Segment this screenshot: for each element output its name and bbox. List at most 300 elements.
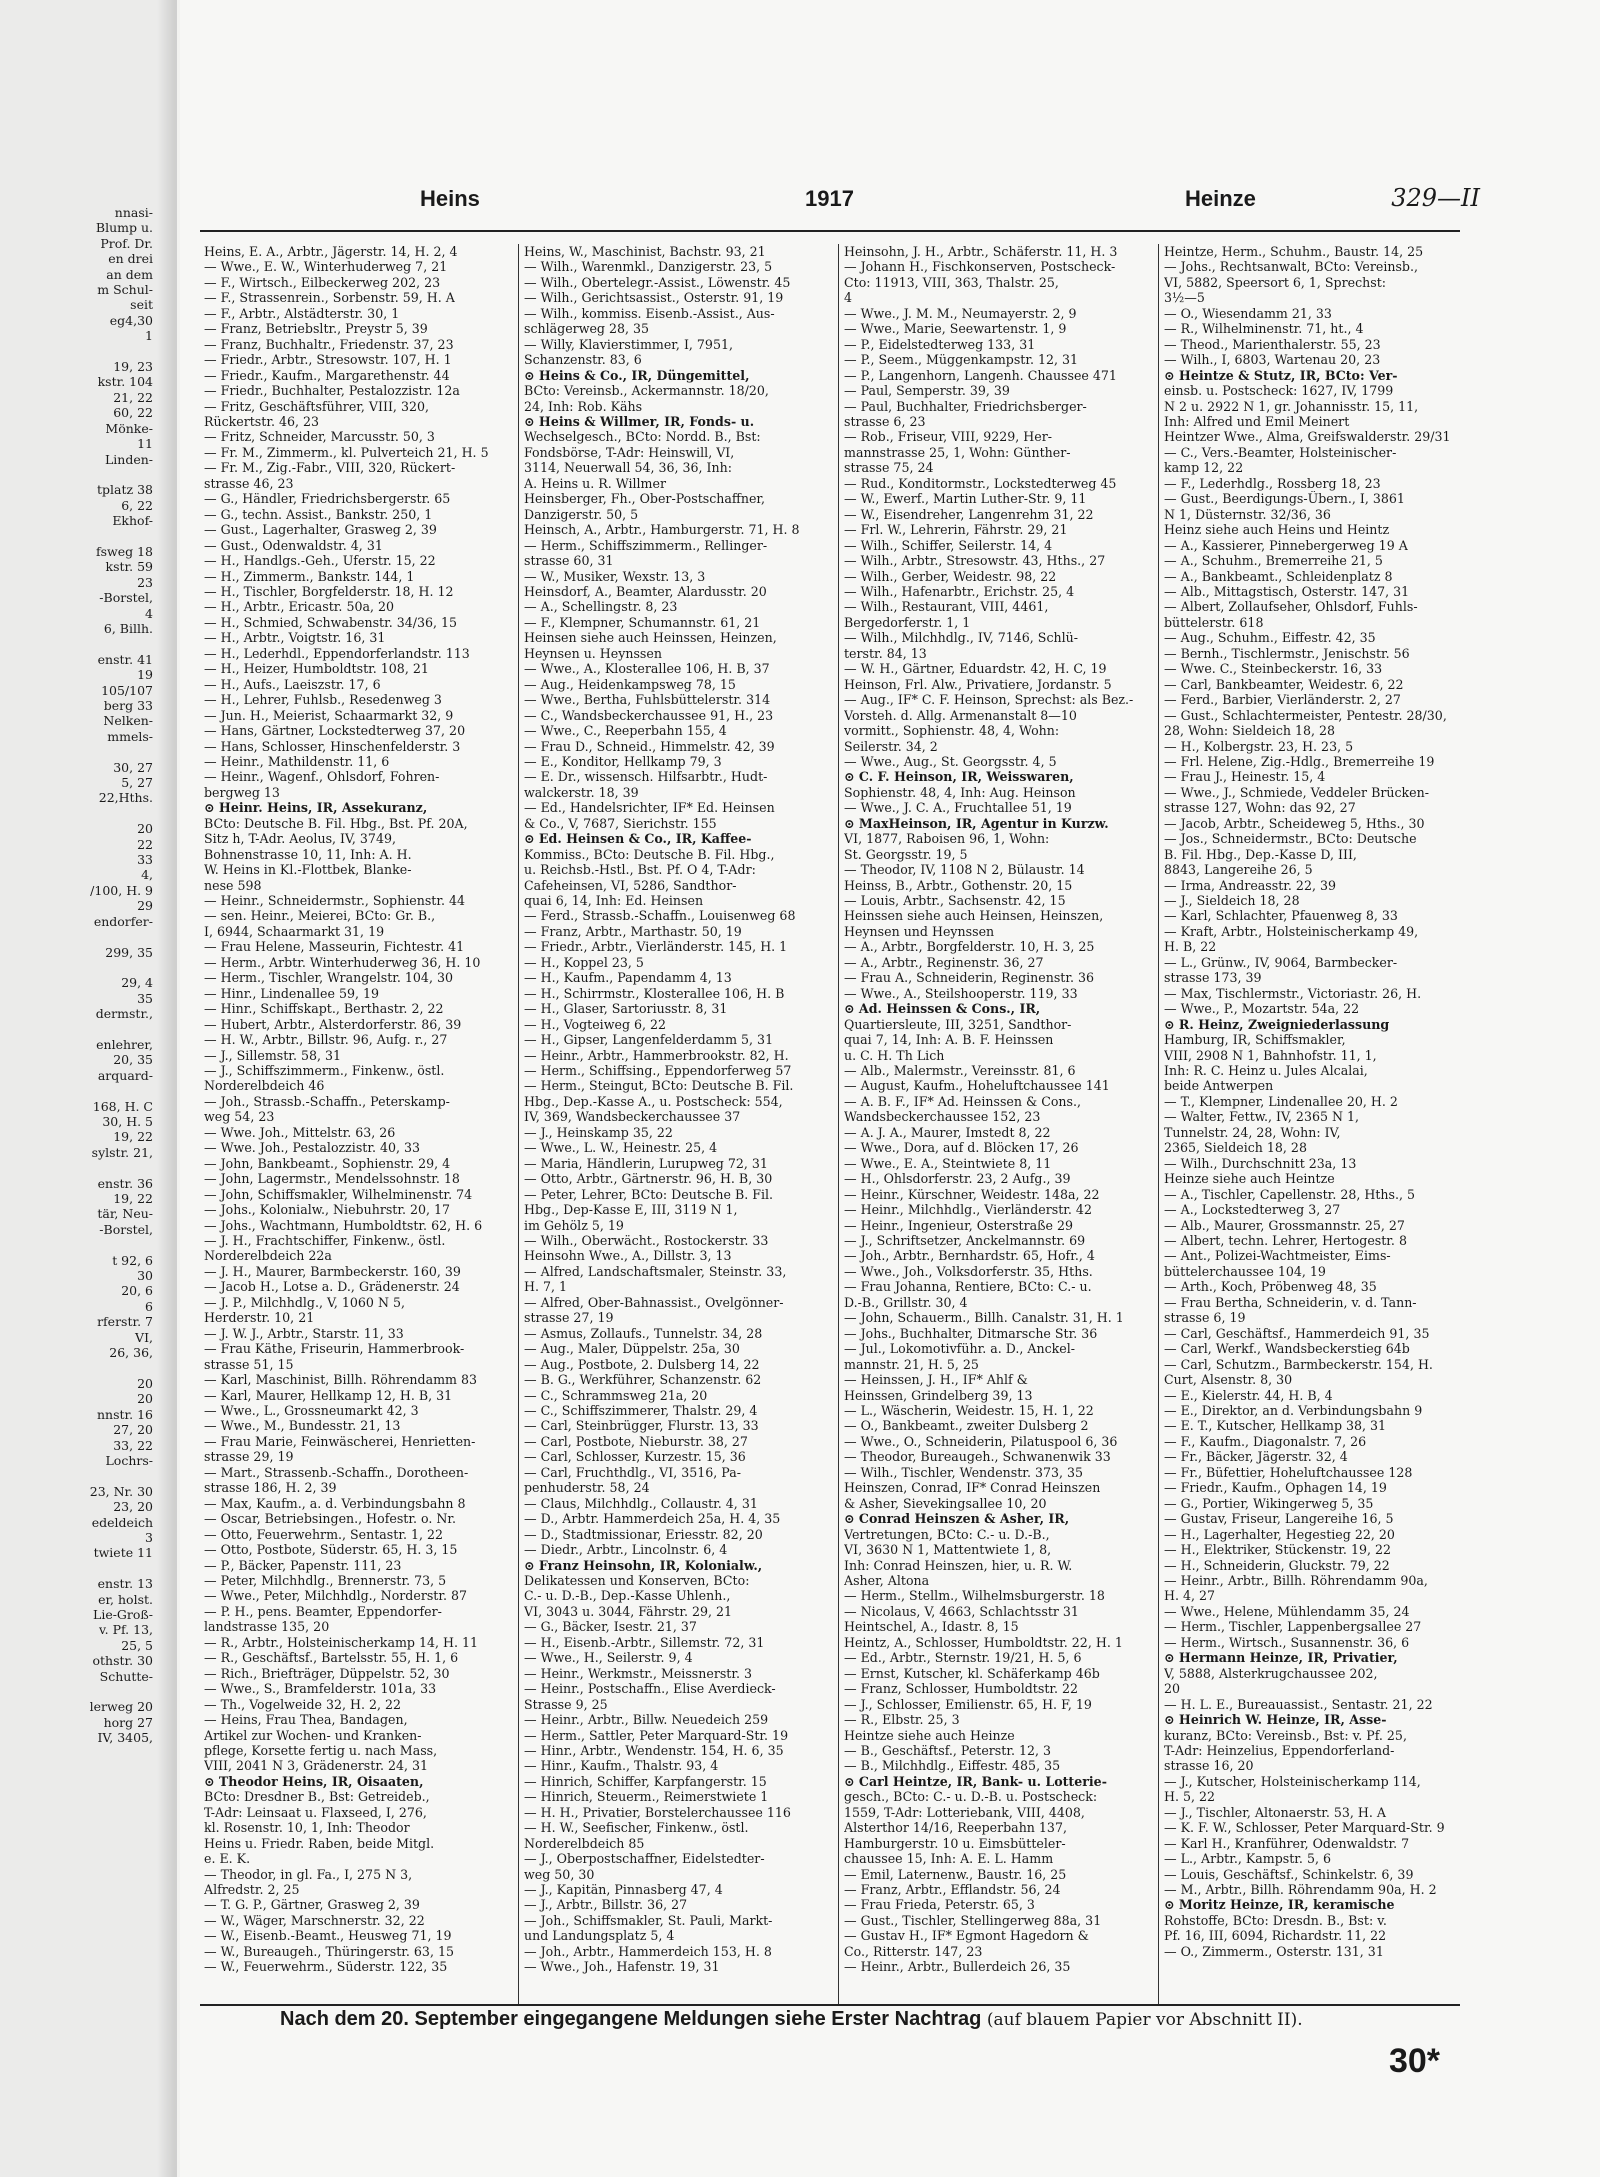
directory-entry: Heintze, Herm., Schuhm., Baustr. 14, 25 — [1164, 244, 1424, 259]
directory-entry: — G., Händler, Friedrichsbergerstr. 65 — [204, 491, 451, 507]
margin-fragment: 30, 27 — [113, 759, 153, 775]
directory-entry: — Frau D., Schneid., Himmelstr. 42, 39 — [524, 738, 775, 754]
margin-fragment: 5, 27 — [121, 775, 153, 791]
directory-entry: pflege, Korsette fertig u. nach Mass, — [204, 1742, 438, 1758]
directory-entry: Rückertstr. 46, 23 — [204, 413, 320, 429]
directory-entry: — Heins, Frau Thea, Bandagen, — [204, 1712, 408, 1728]
directory-entry: strasse 16, 20 — [1164, 1758, 1254, 1774]
directory-entry: Heintzer Wwe., Alma, Greifswalderstr. 29/31 — [1164, 429, 1451, 445]
directory-entry: — Joh., Schiffsmakler, St. Pauli, Markt- — [524, 1912, 773, 1928]
directory-entry: — Gust., Beerdigungs-Übern., I, 3861 — [1164, 491, 1405, 507]
directory-entry: — Kraft, Arbtr., Holsteinischerkamp 49, — [1164, 923, 1419, 939]
margin-fragment — [0, 744, 175, 759]
directory-entry: — Franz, Buchhaltr., Friedenstr. 37, 23 — [204, 336, 454, 352]
directory-entry: Pf. 16, III, 6094, Richardstr. 11, 22 — [1164, 1928, 1387, 1944]
directory-entry: — G., Portier, Wikingerweg 5, 35 — [1164, 1495, 1374, 1511]
margin-fragment: sylstr. 21, — [91, 1144, 153, 1160]
directory-entry: — Wwe., L. W., Heinestr. 25, 4 — [524, 1140, 718, 1156]
directory-entry: — Herm., Tischler, Lappenbergsallee 27 — [1164, 1619, 1422, 1635]
margin-fragment: Prof. Dr. — [100, 235, 153, 251]
directory-entry: Rohstoffe, BCto: Dresdn. B., Bst: v. — [1164, 1912, 1387, 1928]
margin-fragment: 23, Nr. 30 — [89, 1483, 153, 1499]
directory-entry: — J., Sieldeich 18, 28 — [1164, 893, 1300, 909]
directory-entry: Heintze siehe auch Heinze — [844, 1727, 1015, 1743]
directory-entry: chaussee 15, Inh: A. E. L. Hamm — [844, 1851, 1054, 1867]
margin-fragment: 33, 22 — [113, 1437, 153, 1453]
directory-entry: bergweg 13 — [204, 784, 280, 800]
margin-fragment — [0, 467, 175, 482]
directory-entry: — W., Eisenb.-Beamt., Heusweg 71, 19 — [204, 1928, 452, 1944]
directory-entry: — T. G. P., Gärtner, Grasweg 2, 39 — [204, 1897, 420, 1913]
directory-entry: — Hans, Gärtner, Lockstedterweg 37, 20 — [204, 723, 466, 739]
directory-entry: — Theodor, IV, 1108 N 2, Bülaustr. 14 — [844, 862, 1085, 878]
margin-fragment — [0, 1160, 175, 1175]
footer-rule — [200, 2004, 1460, 2006]
directory-entry: — H., Vogteiweg 6, 22 — [524, 1016, 667, 1032]
directory-entry: Heinsohn, J. H., Arbtr., Schäferstr. 11, H. 3 — [844, 244, 1118, 259]
directory-entry: — Louis, Arbtr., Sachsenstr. 42, 15 — [844, 893, 1066, 909]
directory-entry: — W., Feuerwehrm., Süderstr. 122, 35 — [204, 1959, 448, 1975]
directory-entry: T-Adr: Leinsaat u. Flaxseed, I, 276, — [204, 1804, 427, 1820]
firm-entry: ⊙ Hermann Heinze, IR, Privatier, — [1164, 1650, 1398, 1666]
directory-entry: Heinssen siehe auch Heinsen, Heinszen, — [844, 908, 1104, 924]
directory-entry: Heintz, A., Schlosser, Humboldtstr. 22, H. 1 — [844, 1634, 1123, 1650]
directory-entry: — Johs., Kolonialw., Niebuhrstr. 20, 17 — [204, 1202, 451, 1218]
margin-fragment: 4 — [145, 605, 153, 621]
margin-fragment: 30, H. 5 — [102, 1113, 153, 1129]
directory-entry: — Herm., Sattler, Peter Marquard-Str. 19 — [524, 1727, 789, 1743]
margin-fragment — [0, 1684, 175, 1699]
directory-entry: N 2 u. 2922 N 1, gr. Johannisstr. 15, 11, — [1164, 398, 1419, 414]
directory-entry: — Wilh., Durchschnitt 23a, 13 — [1164, 1155, 1357, 1171]
margin-fragment: /100, H. 9 — [90, 882, 153, 898]
directory-entry: — F., Lederhdlg., Rossberg 18, 23 — [1164, 475, 1381, 491]
directory-entry: — W., Wäger, Marschnerstr. 32, 22 — [204, 1912, 425, 1928]
margin-fragment: enlehrer, — [96, 1036, 153, 1052]
margin-fragment: enstr. 36 — [97, 1175, 153, 1191]
directory-entry: — K. F. W., Schlosser, Peter Marquard-Str. 9 — [1164, 1820, 1445, 1836]
directory-entry: — Wwe., A., Klosterallee 106, H. B, 37 — [524, 661, 770, 677]
directory-entry: Inh: Conrad Heinszen, hier, u. R. W. — [844, 1557, 1073, 1573]
directory-entry: — A., Arbtr., Reginenstr. 36, 27 — [844, 954, 1044, 970]
directory-entry: — Jul., Lokomotivführ. a. D., Anckel- — [844, 1341, 1076, 1357]
directory-entry: — J. W. J., Arbtr., Starstr. 11, 33 — [204, 1325, 404, 1341]
directory-entry: — Fritz, Schneider, Marcusstr. 50, 3 — [204, 429, 435, 445]
margin-fragment: 20 — [137, 1391, 153, 1407]
directory-entry: Sitz h, T-Adr. Aeolus, IV, 3749, — [204, 831, 396, 847]
directory-entry: VI, 3043 u. 3044, Fährstr. 29, 21 — [524, 1603, 733, 1619]
margin-fragment — [0, 1360, 175, 1375]
directory-entry: — J., Kutscher, Holsteinischerkamp 114, — [1164, 1773, 1421, 1789]
directory-entry: — J., Schriftsetzer, Anckelmannstr. 69 — [844, 1233, 1086, 1248]
directory-entry: — Wwe., C., Reeperbahn 155, 4 — [524, 723, 727, 739]
directory-entry: einsb. u. Postscheck: 1627, IV, 1799 — [1164, 383, 1394, 399]
directory-entry: — Carl, Geschäftsf., Hammerdeich 91, 35 — [1164, 1325, 1430, 1341]
directory-entry: — H., Lederhdl., Eppendorferlandstr. 113 — [204, 645, 470, 661]
directory-entry: — Herm., Wirtsch., Susannenstr. 36, 6 — [1164, 1634, 1410, 1650]
directory-entry: — Wilh., Hafenarbtr., Erichstr. 25, 4 — [844, 583, 1075, 599]
directory-entry: — M., Arbtr., Billh. Röhrendamm 90a, H. 2 — [1164, 1882, 1437, 1898]
directory-entry: Norderelbdeich 46 — [204, 1078, 325, 1094]
directory-entry: Heins u. Friedr. Raben, beide Mitgl. — [204, 1835, 435, 1851]
directory-entry: büttelerstr. 618 — [1164, 614, 1264, 630]
directory-entry: — Wilh., Arbtr., Stresowstr. 43, Hths., 27 — [844, 553, 1106, 569]
directory-entry: — Bernh., Tischlermstr., Jenischstr. 56 — [1164, 645, 1410, 661]
directory-entry: — Peter, Milchhdlg., Brennerstr. 73, 5 — [204, 1572, 447, 1588]
directory-entry: — Hinr., Lindenallee 59, 19 — [204, 985, 380, 1001]
directory-entry: — Wwe. C., Steinbeckerstr. 16, 33 — [1164, 661, 1383, 677]
directory-entry: Heinsen siehe auch Heinssen, Heinzen, — [524, 630, 777, 646]
directory-entry: — Wilh., Obertelegr.-Assist., Löwenstr. 45 — [524, 274, 791, 290]
margin-fragment: fsweg 18 — [95, 543, 153, 559]
margin-fragment — [0, 529, 175, 544]
directory-entry: landstrasse 135, 20 — [204, 1619, 330, 1635]
directory-entry: Fondsbörse, T-Adr: Heinswill, VI, — [524, 444, 735, 460]
directory-entry: — Fr. M., Zig.-Fabr., VIII, 320, Rückert- — [204, 460, 456, 476]
directory-entry: kl. Rosenstr. 10, 1, Inh: Theodor — [204, 1820, 410, 1836]
directory-entry: — Heinr., Werkmstr., Meissnerstr. 3 — [524, 1665, 753, 1681]
margin-fragment: 25, 5 — [121, 1637, 153, 1653]
directory-entry: — L., Wäscherin, Weidestr. 15, H. 1, 22 — [844, 1402, 1094, 1418]
directory-entry: — Hinrich, Steuerm., Reimerstwiete 1 — [524, 1789, 769, 1805]
directory-entry: Wechselgesch., BCto: Nordd. B., Bst: — [524, 429, 761, 445]
margin-fragment: tplatz 38 — [97, 482, 153, 498]
directory-entry: — E., Konditor, Hellkamp 79, 3 — [524, 753, 722, 769]
directory-entry: — J., Schlosser, Emilienstr. 65, H. F, 19 — [844, 1696, 1092, 1712]
margin-fragment: Nelken- — [103, 713, 153, 729]
directory-entry: H. B, 22 — [1164, 939, 1217, 955]
directory-entry: — Wwe., Dora, auf d. Blöcken 17, 26 — [844, 1140, 1079, 1156]
directory-entry: — A., Bankbeamt., Schleidenplatz 8 — [1164, 568, 1393, 584]
margin-fragment: berg 33 — [103, 698, 153, 713]
directory-entry: Artikel zur Wochen- und Kranken- — [204, 1727, 422, 1743]
directory-entry: — H., Koppel 23, 5 — [524, 954, 644, 970]
directory-entry: — Heinr., Arbtr., Billh. Röhrendamm 90a, — [1164, 1572, 1428, 1588]
directory-entry: — Albert, techn. Lehrer, Hertogestr. 8 — [1164, 1233, 1407, 1248]
directory-entry: 4 — [844, 290, 853, 306]
margin-fragment: -Borstel, — [99, 590, 153, 606]
directory-entry: — Wwe., Marie, Seewartenstr. 1, 9 — [844, 321, 1067, 337]
directory-entry: — H., Elektriker, Stückenstr. 19, 22 — [1164, 1542, 1391, 1558]
firm-entry: ⊙ MaxHeinson, IR, Agentur in Kurzw. — [844, 815, 1109, 831]
directory-entry: — Otto, Postbote, Süderstr. 65, H. 3, 15 — [204, 1542, 458, 1558]
directory-entry: — Walter, Fettw., IV, 2365 N 1, — [1164, 1109, 1360, 1125]
margin-fragment: 20 — [137, 821, 153, 837]
directory-entry: — J., Oberpostschaffner, Eidelstedter- — [524, 1851, 765, 1867]
directory-entry: — C., Vers.-Beamter, Holsteinischer- — [1164, 444, 1397, 460]
directory-entry: — Franz, Arbtr., Efflandstr. 56, 24 — [844, 1882, 1061, 1898]
directory-entry: — J. H., Maurer, Barmbeckerstr. 160, 39 — [204, 1263, 461, 1279]
header-page-label: 329—II — [1391, 184, 1480, 212]
directory-entry: — H., Arbtr., Ericastr. 50a, 20 — [204, 599, 395, 615]
directory-entry: Asher, Altona — [844, 1572, 930, 1588]
directory-entry: — Friedr., Buchhalter, Pestalozzistr. 12a — [204, 383, 460, 399]
directory-entry: — Carl, Schlosser, Kurzestr. 15, 36 — [524, 1449, 746, 1465]
directory-entry: VIII, 2908 N 1, Bahnhofstr. 11, 1, — [1164, 1047, 1377, 1063]
directory-entry: — W. H., Gärtner, Eduardstr. 42, H. C, 19 — [844, 661, 1107, 677]
firm-entry: ⊙ Moritz Heinze, IR, keramische — [1164, 1897, 1395, 1913]
directory-entry: — Friedr., Kaufm., Ophagen 14, 19 — [1164, 1480, 1387, 1496]
directory-entry: — Otto, Feuerwehrm., Sentastr. 1, 22 — [204, 1526, 444, 1542]
margin-fragment: horg 27 — [103, 1714, 153, 1730]
directory-entry: — P., Eidelstedterweg 133, 31 — [844, 336, 1036, 352]
firm-entry: ⊙ Heinr. Heins, IR, Assekuranz, — [204, 800, 428, 816]
directory-entry: 8843, Langereihe 26, 5 — [1164, 862, 1313, 878]
directory-entry: — Fr. M., Zimmerm., kl. Pulverteich 21, H. 5 — [204, 444, 489, 460]
column-4 — [1160, 244, 1465, 2006]
directory-entry: — Heinr., Ingenieur, Osterstraße 29 — [844, 1217, 1074, 1233]
directory-entry: 28, Wohn: Sieldeich 18, 28 — [1164, 723, 1336, 739]
directory-entry: — Frau Marie, Feinwäscherei, Henrietten- — [204, 1433, 476, 1449]
directory-entry: quai 7, 14, Inh: A. B. F. Heinssen — [844, 1032, 1054, 1048]
directory-entry: — Maria, Händlerin, Lurupweg 72, 31 — [524, 1155, 768, 1171]
directory-entry: — Wwe., Peter, Milchhdlg., Norderstr. 87 — [204, 1588, 468, 1604]
margin-fragment: rferstr. 7 — [97, 1314, 153, 1330]
directory-entry: — H., Lagerhalter, Hegestieg 22, 20 — [1164, 1526, 1395, 1542]
directory-entry: Hbg., Dep.-Kasse A., u. Postscheck: 554, — [524, 1093, 783, 1109]
margin-fragment: endorfer- — [93, 913, 153, 929]
firm-entry: ⊙ Heins & Willmer, IR, Fonds- u. — [524, 413, 755, 429]
entry-columns — [200, 244, 1465, 2006]
directory-entry: C.- u. D.-B., Dep.-Kasse Uhlenh., — [524, 1588, 731, 1604]
directory-entry: — Heinr., Arbtr., Billw. Neuedeich 259 — [524, 1712, 769, 1728]
directory-entry: — H., Kolbergstr. 23, H. 23, 5 — [1164, 738, 1354, 754]
page-header — [205, 184, 1480, 216]
margin-fragment: 6, 22 — [121, 497, 153, 513]
directory-entry: — Alfred, Ober-Bahnassist., Ovelgönner- — [524, 1294, 784, 1310]
directory-entry: H. 5, 22 — [1164, 1789, 1216, 1805]
directory-entry: Kommiss., BCto: Deutsche B. Fil. Hbg., — [524, 846, 775, 862]
directory-entry: — W., Eisendreher, Langenrehm 31, 22 — [844, 506, 1094, 522]
directory-entry: — C., Schiffszimmerer, Thalstr. 29, 4 — [524, 1402, 758, 1418]
directory-entry: strasse 27, 19 — [524, 1310, 614, 1326]
directory-entry: Wandsbeckerchaussee 152, 23 — [844, 1109, 1041, 1125]
directory-entry: — Wwe. Joh., Mittelstr. 63, 26 — [204, 1124, 396, 1140]
directory-page — [180, 0, 1600, 2177]
directory-entry: T-Adr: Heinzelius, Eppendorferland- — [1164, 1742, 1395, 1758]
directory-entry: — J., Arbtr., Billstr. 36, 27 — [524, 1897, 688, 1913]
directory-entry: Hamburg, IR, Schiffsmakler, — [1164, 1032, 1346, 1048]
directory-entry: — Joh., Arbtr., Bernhardstr. 65, Hofr., 4 — [844, 1248, 1095, 1264]
margin-fragment: 168, H. C — [92, 1098, 153, 1114]
directory-entry: — Gust., Lagerhalter, Grasweg 2, 39 — [204, 522, 437, 538]
directory-entry: — Max, Kaufm., a. d. Verbindungsbahn 8 — [204, 1495, 466, 1511]
directory-entry: — F., Strassenrein., Sorbenstr. 59, H. A — [204, 290, 455, 306]
directory-entry: — Karl, Schlachter, Pfauenweg 8, 33 — [1164, 908, 1398, 924]
directory-entry: 2365, Sieldeich 18, 28 — [1164, 1140, 1307, 1156]
directory-entry: — Wwe., M., Bundesstr. 21, 13 — [204, 1418, 401, 1434]
margin-fragment: 6 — [145, 1298, 153, 1314]
margin-fragment: seit — [130, 297, 153, 313]
directory-entry: — Wwe., E. W., Winterhuderweg 7, 21 — [204, 259, 448, 275]
firm-entry: ⊙ Theodor Heins, IR, Oisaaten, — [204, 1773, 424, 1789]
directory-entry: — Wilh., I, 6803, Wartenau 20, 23 — [1164, 352, 1381, 368]
directory-entry: — Frl. Helene, Zig.-Hdlg., Bremerreihe 19 — [1164, 753, 1435, 769]
directory-entry: — Jos., Schneidermstr., BCto: Deutsche — [1164, 831, 1417, 847]
directory-entry: V, 5888, Alsterkrugchaussee 202, — [1164, 1665, 1378, 1681]
margin-fragment: 20, 35 — [113, 1052, 153, 1068]
directory-entry: Heinssen, Grindelberg 39, 13 — [844, 1387, 1033, 1403]
directory-entry: — H. L. E., Bureauassist., Sentastr. 21, 22 — [1164, 1696, 1433, 1712]
directory-entry: strasse 6, 23 — [844, 413, 926, 429]
directory-entry: — Herm., Schiffszimmerm., Rellinger- — [524, 537, 768, 553]
directory-entry: — August, Kaufm., Hoheluftchaussee 141 — [844, 1078, 1110, 1094]
directory-entry: — Claus, Milchhdlg., Collaustr. 4, 31 — [524, 1495, 758, 1511]
directory-entry: — Willy, Klavierstimmer, I, 7951, — [524, 336, 733, 352]
directory-entry: — Emil, Laternenw., Baustr. 16, 25 — [844, 1866, 1067, 1882]
directory-entry: strasse 60, 31 — [524, 553, 614, 569]
directory-entry: — Jun. H., Meierist, Schaarmarkt 32, 9 — [204, 707, 454, 723]
margin-fragment — [0, 1561, 175, 1576]
directory-entry: Bergedorferstr. 1, 1 — [844, 614, 971, 630]
directory-entry: — Friedr., Kaufm., Margarethenstr. 44 — [204, 367, 450, 383]
directory-entry: — Th., Vogelweide 32, H. 2, 22 — [204, 1696, 402, 1712]
directory-entry: — Heinr., Milchhdlg., Vierländerstr. 42 — [844, 1202, 1092, 1218]
directory-entry: — Hinr., Arbtr., Wendenstr. 154, H. 6, 35 — [524, 1742, 784, 1758]
directory-entry: — Hubert, Arbtr., Alsterdorferstr. 86, 39 — [204, 1016, 462, 1032]
firm-entry: ⊙ Conrad Heinszen & Asher, IR, — [844, 1511, 1070, 1527]
footer-note — [280, 2008, 1303, 2031]
margin-fragment: Mönke- — [105, 420, 153, 436]
directory-entry: — John, Bankbeamt., Sophienstr. 29, 4 — [204, 1155, 451, 1171]
directory-entry: Alsterthor 14/16, Reeperbahn 137, — [844, 1820, 1067, 1836]
directory-entry: — Theodor, Bureaugeh., Schwanenwik 33 — [844, 1449, 1111, 1465]
directory-entry: — Wwe., Aug., St. Georgsstr. 4, 5 — [844, 753, 1057, 769]
directory-entry: — Rich., Briefträger, Düppelstr. 52, 30 — [204, 1665, 450, 1681]
directory-entry: e. E. K. — [204, 1851, 251, 1867]
header-right-word: Heinze — [1185, 186, 1256, 211]
directory-entry: — J. H., Frachtschiffer, Finkenw., östl. — [204, 1233, 446, 1248]
margin-fragment — [0, 806, 175, 821]
directory-entry: — J., Heinskamp 35, 22 — [524, 1124, 673, 1140]
margin-fragment: dermstr., — [95, 1006, 153, 1022]
directory-entry: Cafeheinsen, VI, 5286, Sandthor- — [524, 877, 737, 893]
directory-entry: penhuderstr. 58, 24 — [524, 1480, 650, 1496]
directory-entry: — Asmus, Zollaufs., Tunnelstr. 34, 28 — [524, 1325, 763, 1341]
directory-entry: — John, Schauerm., Billh. Canalstr. 31, H. 1 — [844, 1310, 1124, 1326]
margin-fragment: Ekhof- — [112, 513, 153, 529]
directory-entry: — P. H., pens. Beamter, Eppendorfer- — [204, 1603, 442, 1619]
directory-entry: — Wilh., Warenmkl., Danzigerstr. 23, 5 — [524, 259, 773, 275]
directory-entry: — Gustav H., IF* Egmont Hagedorn & — [844, 1928, 1089, 1944]
directory-entry: — C., Schrammsweg 21a, 20 — [524, 1387, 708, 1403]
directory-entry: H. 7, 1 — [524, 1279, 568, 1295]
directory-entry: — Wwe., S., Bramfelderstr. 101a, 33 — [204, 1681, 437, 1697]
directory-entry: VIII, 2041 N 3, Grädenerstr. 24, 31 — [204, 1758, 429, 1774]
directory-entry: — A. B. F., IF* Ad. Heinssen & Cons., — [844, 1093, 1081, 1109]
directory-entry: — D., Stadtmissionar, Eriesstr. 82, 20 — [524, 1526, 763, 1542]
directory-entry: — E. T., Kutscher, Hellkamp 38, 31 — [1164, 1418, 1387, 1434]
directory-entry: — Nicolaus, V, 4663, Schlachtsstr 31 — [844, 1603, 1079, 1619]
directory-entry: — Peter, Lehrer, BCto: Deutsche B. Fil. — [524, 1186, 774, 1202]
directory-entry: 20 — [1164, 1681, 1181, 1697]
margin-fragment: twiete 11 — [93, 1545, 153, 1561]
previous-page-margin — [0, 0, 177, 2177]
directory-entry: Bohnenstrasse 10, 11, Inh: A. H. — [204, 846, 412, 862]
directory-entry: — C., Wandsbeckerchaussee 91, H., 23 — [524, 707, 774, 723]
margin-fragment: 19, 23 — [113, 359, 153, 375]
directory-entry: — Wwe., Bertha, Fuhlsbüttelerstr. 314 — [524, 692, 771, 708]
directory-entry: strasse 186, H. 2, 39 — [204, 1480, 337, 1496]
margin-fragment: enstr. 41 — [97, 651, 153, 667]
margin-fragment: Blump u. — [95, 220, 153, 236]
margin-fragment: 27, 20 — [113, 1422, 153, 1438]
directory-entry: — P., Seem., Müggenkampstr. 12, 31 — [844, 352, 1079, 368]
directory-entry: weg 54, 23 — [204, 1109, 275, 1125]
directory-entry: Heintschel, A., Idastr. 8, 15 — [844, 1619, 1019, 1635]
directory-entry: — B., Geschäftsf., Peterstr. 12, 3 — [844, 1742, 1052, 1758]
directory-entry: — Herm., Schiffsing., Eppendorferweg 57 — [524, 1063, 792, 1079]
directory-entry: VI, 3630 N 1, Mattentwiete 1, 8, — [844, 1542, 1052, 1558]
directory-entry: — Frau Frieda, Peterstr. 65, 3 — [844, 1897, 1035, 1913]
directory-entry: — J., Sillemstr. 58, 31 — [204, 1047, 342, 1063]
margin-fragment: 19 — [137, 667, 153, 683]
margin-fragment: nnasi- — [114, 205, 153, 220]
directory-entry: — B. G., Werkführer, Schanzenstr. 62 — [524, 1372, 762, 1388]
directory-entry: — Frau A., Schneiderin, Reginenstr. 36 — [844, 970, 1095, 986]
header-rule — [200, 230, 1460, 232]
margin-fragment: arquard- — [97, 1067, 153, 1083]
directory-entry: — Fritz, Geschäftsführer, VIII, 320, — [204, 398, 429, 414]
margin-fragment — [0, 960, 175, 975]
directory-entry: — sen. Heinr., Meierei, BCto: Gr. B., — [204, 908, 436, 924]
margin-fragment: 6, Billh. — [103, 620, 153, 636]
margin-fragment: 23 — [137, 574, 153, 590]
directory-entry: — Wwe., L., Grossneumarkt 42, 3 — [204, 1402, 419, 1418]
directory-entry: Co., Ritterstr. 147, 23 — [844, 1943, 983, 1959]
directory-entry: — Wwe., P., Mozartstr. 54a, 22 — [1164, 1001, 1360, 1017]
column-3 — [840, 244, 1155, 2006]
margin-fragment: eg4,30 — [109, 312, 153, 328]
directory-entry: Heinson, Frl. Alw., Privatiere, Jordanstr. 5 — [844, 676, 1112, 692]
directory-entry: — Herm., Stellm., Wilhelmsburgerstr. 18 — [844, 1588, 1105, 1604]
directory-entry: Heynsen und Heynssen — [844, 923, 995, 939]
directory-entry: Heins, E. A., Arbtr., Jägerstr. 14, H. 2, 4 — [204, 244, 458, 259]
firm-entry: ⊙ Ad. Heinssen & Cons., IR, — [844, 1001, 1041, 1017]
directory-entry: mannstrasse 25, 1, Wohn: Günther- — [844, 444, 1071, 460]
directory-entry: — Hinr., Schiffskapt., Berthastr. 2, 22 — [204, 1001, 444, 1017]
directory-entry: — Franz, Arbtr., Marthastr. 50, 19 — [524, 923, 742, 939]
directory-entry: strasse 75, 24 — [844, 460, 934, 476]
directory-entry: St. Georgsstr. 19, 5 — [844, 846, 968, 862]
directory-entry: — Otto, Arbtr., Gärtnerstr. 96, H. B, 30 — [524, 1171, 773, 1187]
directory-entry: Heins, W., Maschinist, Bachstr. 93, 21 — [524, 244, 766, 259]
directory-entry: — Max, Tischlermstr., Victoriastr. 26, H. — [1164, 985, 1422, 1001]
directory-entry: Heinsberger, Fh., Ober-Postschaffner, — [524, 491, 766, 507]
margin-fragment: Lie-Groß- — [93, 1606, 153, 1622]
directory-entry: Heinszen, Conrad, IF* Conrad Heinszen — [844, 1480, 1101, 1496]
directory-entry: — Rud., Konditormstr., Lockstedterweg 45 — [844, 475, 1117, 491]
directory-entry: 1559, T-Adr: Lotteriebank, VIII, 4408, — [844, 1804, 1085, 1820]
directory-entry: — Aug., Heidenkampsweg 78, 15 — [524, 676, 736, 692]
header-year: 1917 — [805, 186, 854, 211]
directory-entry: N 1, Düsternstr. 32/36, 36 — [1164, 506, 1331, 522]
directory-entry: walckerstr. 18, 39 — [524, 784, 639, 800]
directory-entry: quai 6, 14, Inh: Ed. Heinsen — [524, 893, 704, 909]
directory-entry: — H., Arbtr., Voigtstr. 16, 31 — [204, 630, 386, 646]
directory-entry: — P., Langenhorn, Langenh. Chaussee 471 — [844, 367, 1117, 383]
margin-fragment: kstr. 104 — [97, 374, 153, 390]
directory-entry: BCto: Dresdner B., Bst: Getreideb., — [204, 1789, 430, 1805]
directory-entry: — Wwe., H., Seilerstr. 9, 4 — [524, 1650, 693, 1666]
directory-entry: — Heinr., Kürschner, Weidestr. 148a, 22 — [844, 1186, 1100, 1202]
margin-fragment: en drei — [108, 251, 153, 267]
margin-fragment — [0, 929, 175, 944]
directory-entry: — Wwe., E. A., Steintwiete 8, 11 — [844, 1155, 1052, 1171]
directory-entry: — L., Arbtr., Kampstr. 5, 6 — [1164, 1851, 1331, 1867]
directory-entry: — Heinr., Arbtr., Bullerdeich 26, 35 — [844, 1959, 1071, 1975]
directory-entry: — Wwe., A., Steilshooperstr. 119, 33 — [844, 985, 1078, 1001]
